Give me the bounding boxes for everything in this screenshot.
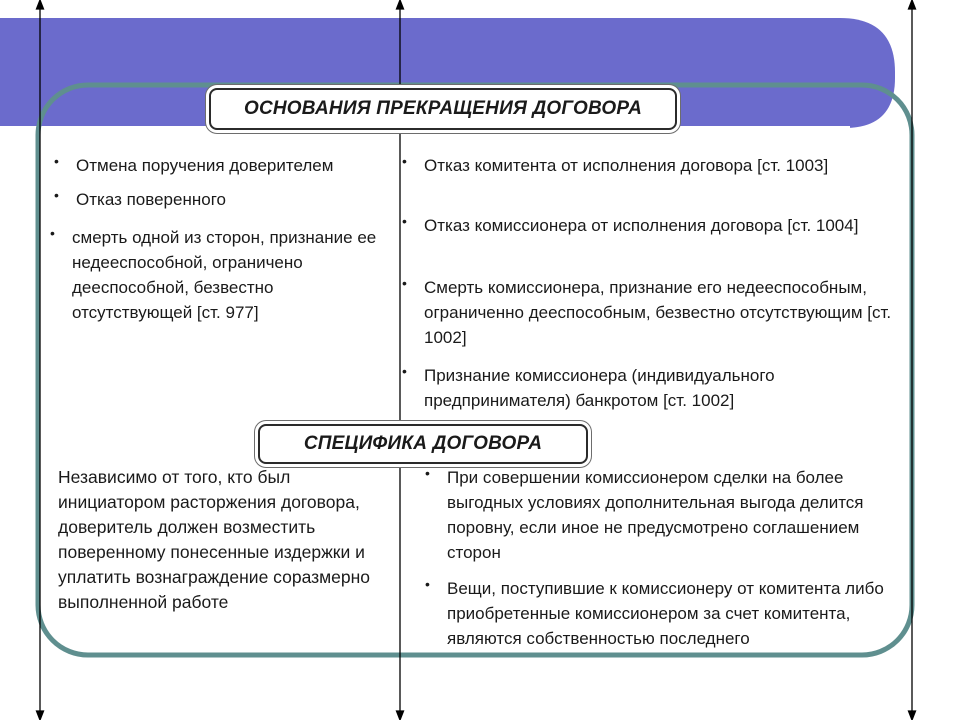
list-item: [402, 153, 892, 178]
list-item-text: Отказ поверенного: [76, 190, 226, 209]
bullet-icon: •: [425, 465, 430, 481]
list-item-text: При совершении комиссионером сделки на более выгодных условиях дополнительная выгода делится поровну, если иное не предусмотрено соглашением сторон: [447, 468, 864, 562]
list-item-text: Отмена поручения доверителем: [76, 156, 334, 175]
list-item: [402, 363, 892, 413]
list-item-text: смерть одной из сторон, признание ее недееспособной, ограничено дееспособной, безвестно отсутствующей [ст. 977]: [72, 228, 377, 322]
list-item: [54, 187, 384, 212]
bullet-icon: •: [402, 275, 407, 291]
list-item: [425, 576, 900, 651]
bullet-icon: •: [402, 363, 407, 379]
list-item: [425, 465, 895, 565]
bullet-icon: •: [50, 225, 55, 241]
list-item-text: Отказ комитента от исполнения договора [ст. 1003]: [424, 156, 829, 175]
section-title-specifics: [258, 424, 588, 464]
list-item-text: Смерть комиссионера, признание его недееспособным, ограниченно дееспособным, безвестно отсутствующим [ст. 1002]: [424, 278, 892, 347]
section-title-specifics-text: СПЕЦИФИКА ДОГОВОРА: [303, 433, 543, 454]
bullet-icon: •: [425, 576, 430, 592]
bullet-icon: •: [54, 187, 59, 203]
list-item: [54, 153, 400, 178]
list-item-text: Отказ комиссионера от исполнения договора [ст. 1004]: [424, 216, 859, 235]
list-item: [402, 275, 902, 350]
section-title-termination: [209, 88, 677, 130]
section-title-termination-text: ОСНОВАНИЯ ПРЕКРАЩЕНИЯ ДОГОВОРА: [243, 98, 642, 119]
list-item-text: Вещи, поступившие к комиссионеру от комитента либо приобретенные комиссионером за счет комитента, являются собственностью последнего: [447, 579, 884, 648]
specifics-left-paragraph: Независимо от того, кто был инициатором расторжения договора, доверитель должен возместить поверенному понесенные издержки и уплатить вознаграждение соразмерно выполненной работе: [58, 467, 371, 612]
bullet-icon: •: [402, 213, 407, 229]
list-item: [402, 213, 892, 238]
list-item-text: Признание комиссионера (индивидуального предпринимателя) банкротом [ст. 1002]: [424, 366, 775, 410]
bullet-icon: •: [54, 153, 59, 169]
list-item: [50, 225, 390, 325]
bullet-icon: •: [402, 153, 407, 169]
